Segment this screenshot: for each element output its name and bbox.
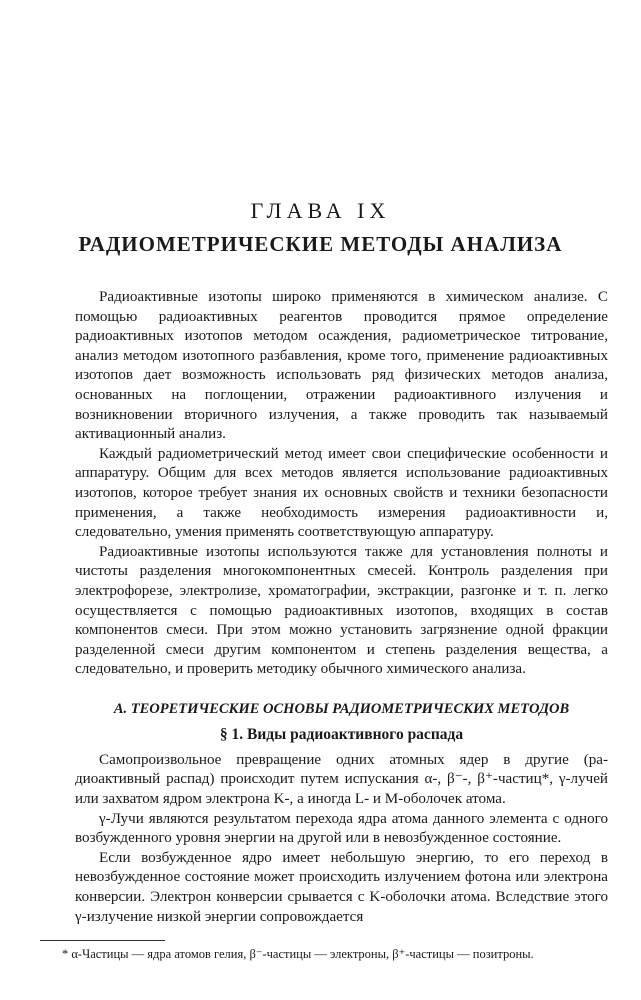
section-heading: А. ТЕОРЕТИЧЕСКИЕ ОСНОВЫ РАДИОМЕТРИЧЕСКИХ МЕТОДОВ: [113, 700, 570, 717]
footnote: * α-Частицы — ядра атомов гелия, β⁻-частицы — электроны, β⁺-частицы — позитроны.: [62, 947, 534, 961]
section-paragraph-2: γ-Лучи являются результатом перехода ядра атома данного элемента с одного возбужденного уровня энергии на другой или в невозбужденное состояние.: [75, 810, 608, 847]
subsection-heading: § 1. Виды радиоактивного распада: [219, 725, 464, 743]
page-body: [75, 288, 608, 927]
section-paragraph-3: Если возбужденное ядро имеет небольшую энергию, то его переход в невозбужденное состояние может происходить излучением фотона или электрона конверсии. Электрон конверсии срывается с K-оболочки атома. Вследствие этого γ-излучение низкой энергии сопровождается: [75, 849, 608, 925]
intro-paragraph-1: Радиоактивные изотопы широко применяются в химическом анализе. С помощью радиоактивных реагентов проводится прямое определение радиоактивных изотопов методом осаждения, радиометрическое титрование, анализ методом изотопного разбавления, кроме того, применение радиоактивных изотопов дает возможность использовать ряд физических методов анализа, основанных на поглощении, отражении радиоактивного излучения и возникновении вторичного излучения, а также проводить так называемый активационный анализ.: [75, 289, 608, 443]
intro-paragraph-3: Радиоактивные изотопы используются также для установления полноты и чистоты разделения многокомпонентных смесей. Контроль разделения при электрофорезе, электролизе, хроматографии, экстракции, разгонке и т. п. легко осуществляется с помощью радиоактивных изотопов, входящих в состав компонентов смеси. При этом можно установить загрязнение одной фракции разделенной смеси другим компонентом и степень разделения вещества, а следовательно, и проверить методику обычного химического анализа.: [75, 543, 608, 678]
section-paragraph-1: Самопроизвольное превращение одних атомных ядер в другие (радиоактивный распад) происходит путем испускания α-, β⁻-, β⁺-частиц*, γ-лучей или захватом ядром электрона K-, а иногда L- и M-оболочек атома.: [75, 751, 608, 808]
intro-paragraph-2: Каждый радиометрический метод имеет свои специфические особенности и аппаратуру. Общим для всех методов является использование радиоактивных изотопов, которое требует знания их основных свойств и техники безопасности применения, а также необходимость измерения радиоактивности и, следовательно, умения применять соответствующую аппаратуру.: [75, 445, 608, 541]
chapter-title: РАДИОМЕТРИЧЕСКИЕ МЕТОДЫ АНАЛИЗА: [78, 232, 563, 256]
footnote-divider: [40, 940, 165, 941]
chapter-number: ГЛАВА IX: [250, 198, 391, 223]
